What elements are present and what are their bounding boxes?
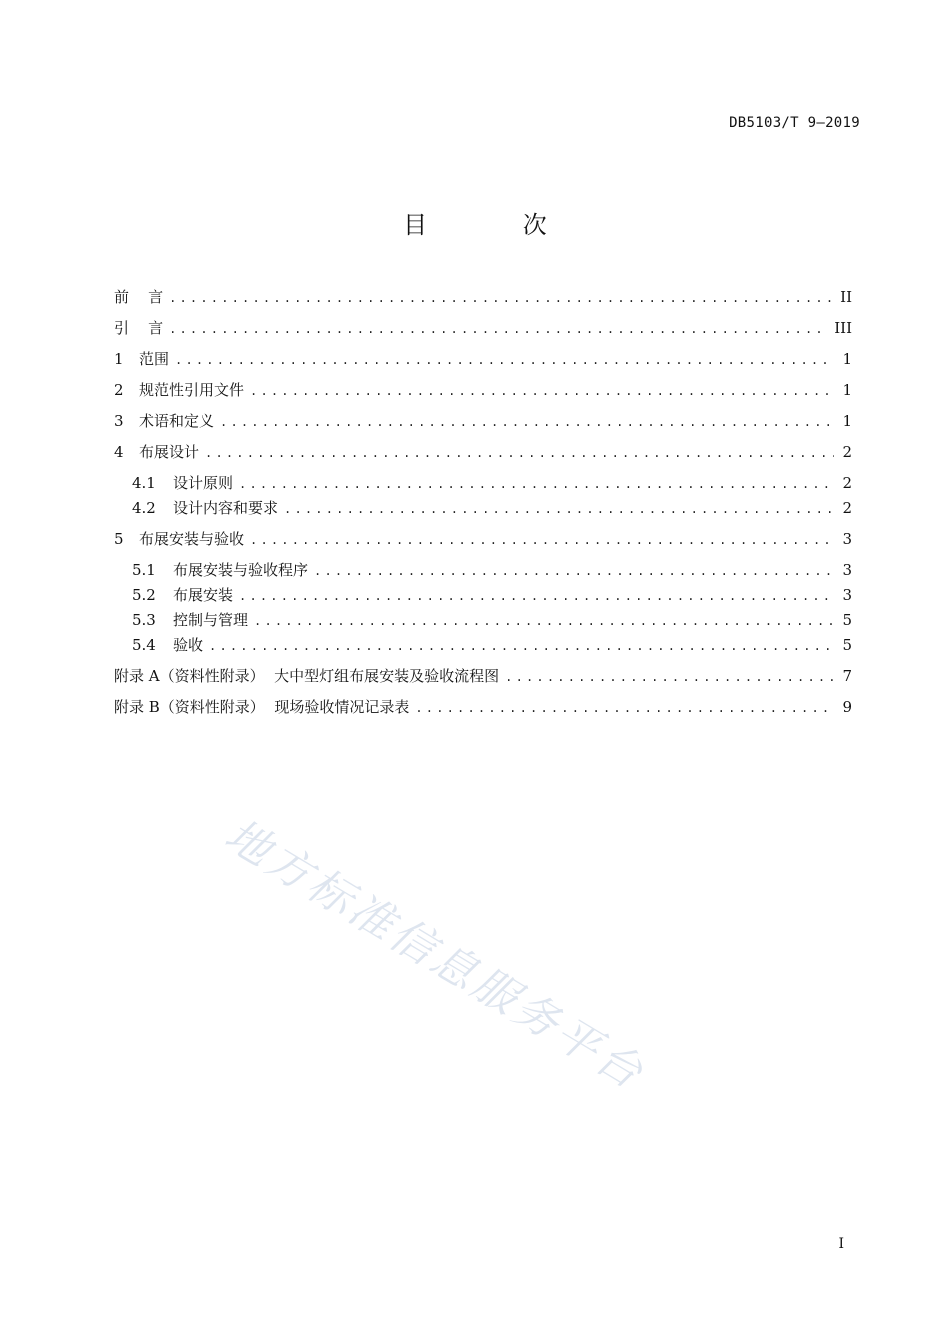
toc-entry-number: 5.4	[132, 636, 156, 654]
toc-entry-appendix-b[interactable]	[114, 696, 852, 718]
toc-entry-5-2[interactable]	[132, 584, 852, 606]
toc-entry-page: 1	[842, 381, 852, 399]
toc-entry-page: 5	[842, 636, 852, 654]
toc-leader-dots	[205, 442, 834, 464]
toc-entry-page: 3	[842, 530, 852, 548]
toc-entry-2[interactable]	[114, 379, 852, 401]
toc-leader-dots	[239, 585, 834, 607]
page-number: I	[838, 1236, 844, 1252]
toc-leader-dots	[284, 498, 834, 520]
toc-entry-5[interactable]	[114, 528, 852, 550]
toc-entry-label: 布展安装与验收程序	[173, 561, 309, 579]
document-code: DB5103/T 9—2019	[729, 115, 860, 131]
toc-entry-number: 4.2	[132, 499, 156, 517]
toc-entry-label: 附录 A（资料性附录） 大中型灯组布展安装及验收流程图	[114, 667, 500, 685]
toc-leader-dots	[254, 610, 834, 632]
toc-leader-dots	[314, 560, 834, 582]
toc-entry-label: 引 言	[114, 319, 164, 337]
toc-entry-label: 规范性引用文件	[139, 381, 245, 399]
toc-title: 目 次	[403, 211, 591, 239]
toc-leader-dots	[220, 411, 834, 433]
toc-entry-5-1[interactable]	[132, 559, 852, 581]
toc-entry-number: 1	[114, 350, 124, 368]
toc-leader-dots	[505, 666, 834, 688]
toc-entry-page: 2	[842, 443, 852, 461]
toc-entry-introduction[interactable]	[114, 317, 852, 339]
toc-entry-page: 5	[842, 611, 852, 629]
toc-entry-label: 布展安装	[173, 586, 234, 604]
toc-entry-page: 3	[842, 561, 852, 579]
toc-entry-page: III	[834, 319, 852, 337]
toc-leader-dots	[209, 635, 834, 657]
toc-entry-label: 术语和定义	[139, 412, 215, 430]
toc-entry-number: 3	[114, 412, 124, 430]
toc-entry-page: 3	[842, 586, 852, 604]
toc-entry-5-4[interactable]	[132, 634, 852, 656]
toc-entry-number: 5.3	[132, 611, 156, 629]
toc-leader-dots	[169, 287, 834, 309]
toc-leader-dots	[250, 380, 834, 402]
toc-entry-label: 布展安装与验收	[139, 530, 245, 548]
toc-entry-label: 前 言	[114, 288, 164, 306]
toc-entry-3[interactable]	[114, 410, 852, 432]
watermark: 地方标准信息服务平台	[216, 809, 654, 1101]
toc-entry-5-3[interactable]	[132, 609, 852, 631]
toc-entry-page: 1	[842, 412, 852, 430]
toc-entry-4[interactable]	[114, 441, 852, 463]
toc-entry-page: II	[840, 288, 852, 306]
toc-entry-page: 1	[842, 350, 852, 368]
toc-entry-label: 附录 B（资料性附录） 现场验收情况记录表	[114, 698, 410, 716]
toc-entry-number: 5	[114, 530, 124, 548]
toc-entry-4-1[interactable]	[132, 472, 852, 494]
toc-entry-label: 验收	[173, 636, 204, 654]
toc-entry-number: 5.1	[132, 561, 156, 579]
toc-entry-page: 9	[842, 698, 852, 716]
toc-leader-dots	[169, 318, 828, 340]
toc-leader-dots	[415, 697, 834, 719]
toc-entry-1[interactable]	[114, 348, 852, 370]
toc-entry-label: 范围	[139, 350, 170, 368]
toc-entry-4-2[interactable]	[132, 497, 852, 519]
toc-entry-page: 7	[842, 667, 852, 685]
toc-leader-dots	[175, 349, 834, 371]
toc-entry-number: 2	[114, 381, 124, 399]
toc-entry-page: 2	[842, 499, 852, 517]
toc-entry-label: 设计内容和要求	[173, 499, 279, 517]
toc-entry-foreword[interactable]	[114, 286, 852, 308]
toc-entry-number: 5.2	[132, 586, 156, 604]
toc-entry-appendix-a[interactable]	[114, 665, 852, 687]
toc-entry-label: 布展设计	[139, 443, 200, 461]
toc-entry-page: 2	[842, 474, 852, 492]
toc-entry-label: 控制与管理	[173, 611, 249, 629]
toc-entry-label: 设计原则	[173, 474, 234, 492]
toc-entry-number: 4	[114, 443, 124, 461]
toc-entry-number: 4.1	[132, 474, 156, 492]
toc-leader-dots	[250, 529, 834, 551]
toc-leader-dots	[239, 473, 834, 495]
